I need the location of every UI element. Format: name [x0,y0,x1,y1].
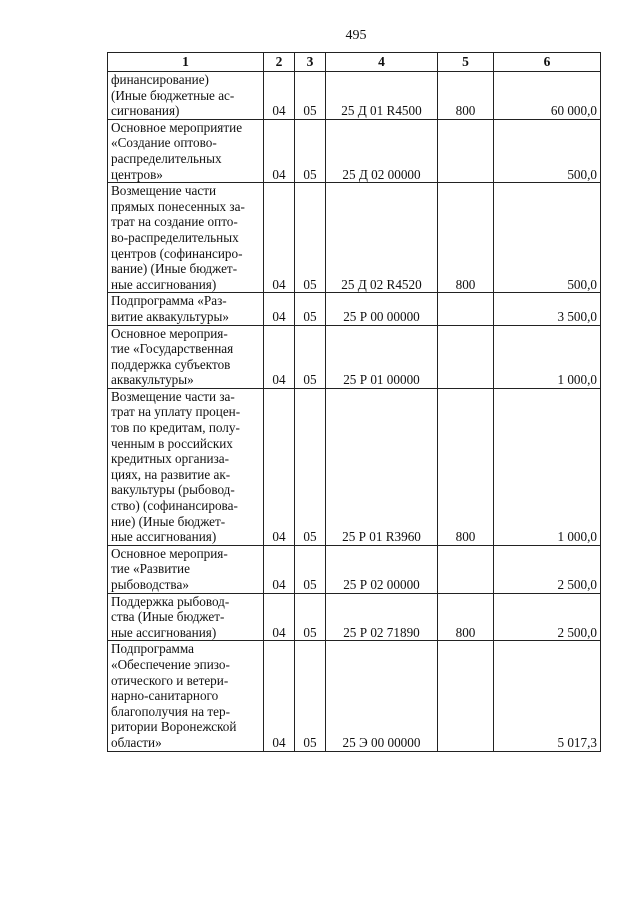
subsection-code: 05 [295,119,326,182]
item-name-line: финансирование) [111,72,209,87]
item-name-line: тие «Государственная [111,341,234,357]
subsection-code: 05 [295,72,326,120]
table-header [108,53,601,72]
item-name-line: Подпрограмма «Раз- [111,293,227,309]
item-name-line: ства (Иные бюджет- [111,609,225,625]
target-article-code: 25 Р 02 00000 [326,545,438,593]
target-article-code: 25 Р 01 R3960 [326,388,438,545]
section-code: 04 [264,325,295,388]
item-name-line: (Иные бюджетные ас- [111,87,235,103]
item-name-line: во-распределительных [111,229,239,245]
column-header: 1 [108,53,264,72]
section-code: 04 [264,641,295,751]
amount-value: 500,0 [494,183,601,293]
expense-type-code [438,293,494,325]
expense-type-code: 800 [438,388,494,545]
amount-value: 2 500,0 [494,593,601,641]
target-article-code: 25 Э 00 00000 [326,641,438,751]
amount-value: 1 000,0 [494,388,601,545]
item-name-line: центров (софинансиро- [111,245,243,261]
table-row [108,641,601,751]
item-name-line: ние) (Иные бюджет- [111,513,226,529]
table-row [108,545,601,593]
item-name-line: нарно-санитарного [111,688,219,704]
item-name [108,641,264,751]
item-name-line: «Создание оптово- [111,135,217,151]
table-row [108,119,601,182]
column-header: 3 [295,53,326,72]
subsection-code: 05 [295,388,326,545]
table-row [108,72,601,120]
item-name [108,545,264,593]
item-name-line: вакультуры (рыбовод- [111,482,235,498]
item-name-line: рыбоводства» [111,577,189,592]
table-row [108,325,601,388]
section-code: 04 [264,183,295,293]
item-name-line: ритории Воронежской [111,719,237,735]
column-header: 5 [438,53,494,72]
amount-value: 3 500,0 [494,293,601,325]
item-name-line: Основное мероприя- [111,545,228,561]
table-row [108,183,601,293]
item-name-line: сигнования) [111,103,180,119]
table-row [108,388,601,545]
item-name-line: Возмещение части за- [111,388,235,404]
expense-type-code [438,119,494,182]
item-name [108,388,264,545]
item-name-line: прямых понесенных за- [111,198,245,214]
subsection-code: 05 [295,641,326,751]
item-name [108,119,264,182]
item-name-line: центров» [111,166,163,182]
item-name-line: распределительных [111,150,222,166]
expense-type-code: 800 [438,72,494,120]
table-row [108,293,601,325]
item-name [108,183,264,293]
item-name-line: Основное мероприятие [111,119,243,135]
section-code: 04 [264,293,295,325]
target-article-code: 25 Р 00 00000 [326,293,438,325]
item-name-line: трат на уплату процен- [111,404,241,420]
item-name-line: трат на создание опто- [111,214,238,230]
target-article-code: 25 Д 02 R4520 [326,183,438,293]
target-article-code: 25 Р 01 00000 [326,325,438,388]
subsection-code: 05 [295,593,326,641]
item-name [108,293,264,325]
item-name-line: Поддержка рыбовод- [111,593,230,609]
item-name-line: благополучия на тер- [111,703,231,719]
target-article-code: 25 Р 02 71890 [326,593,438,641]
item-name-line: вание) (Иные бюджет- [111,261,238,277]
item-name-line: ные ассигнования) [111,276,217,292]
amount-value: 5 017,3 [494,641,601,751]
item-name [108,325,264,388]
item-name-line: ные ассигнования) [111,529,217,545]
expense-type-code: 800 [438,593,494,641]
item-name-line: ченным в российских [111,435,233,451]
amount-value: 2 500,0 [494,545,601,593]
amount-value: 500,0 [494,119,601,182]
item-name-line: аквакультуры» [111,372,194,388]
section-code: 04 [264,119,295,182]
subsection-code: 05 [295,293,326,325]
item-name-line: Подпрограмма [111,641,195,657]
item-name-line: витие аквакультуры» [111,308,229,324]
item-name-line: циях, на развитие ак- [111,466,231,482]
expense-type-code [438,641,494,751]
table-body [108,72,601,752]
target-article-code: 25 Д 02 00000 [326,119,438,182]
item-name [108,593,264,641]
subsection-code: 05 [295,545,326,593]
target-article-code: 25 Д 01 R4500 [326,72,438,120]
expense-type-code [438,545,494,593]
budget-table [107,52,601,752]
item-name-line: тие «Развитие [111,561,190,577]
item-name-line: области» [111,734,162,750]
amount-value: 60 000,0 [494,72,601,120]
column-header: 2 [264,53,295,72]
expense-type-code: 800 [438,183,494,293]
subsection-code: 05 [295,325,326,388]
column-header: 4 [326,53,438,72]
page-number: 495 [345,28,367,43]
section-code: 04 [264,72,295,120]
item-name-line: поддержка субъектов [111,356,231,372]
item-name-line: отического и ветери- [111,672,229,688]
item-name-line: кредитных организа- [111,451,230,467]
section-code: 04 [264,388,295,545]
item-name-line: ные ассигнования) [111,624,217,640]
subsection-code: 05 [295,183,326,293]
section-code: 04 [264,545,295,593]
item-name-line: тов по кредитам, полу- [111,420,240,436]
amount-value: 1 000,0 [494,325,601,388]
item-name-line: «Обеспечение эпизо- [111,656,230,672]
item-name-line: Возмещение части [111,183,217,199]
item-name [108,72,264,120]
section-code: 04 [264,593,295,641]
item-name-line: Основное мероприя- [111,325,228,341]
expense-type-code [438,325,494,388]
column-header: 6 [494,53,601,72]
table-row [108,593,601,641]
item-name-line: ство) (софинансирова- [111,498,238,514]
